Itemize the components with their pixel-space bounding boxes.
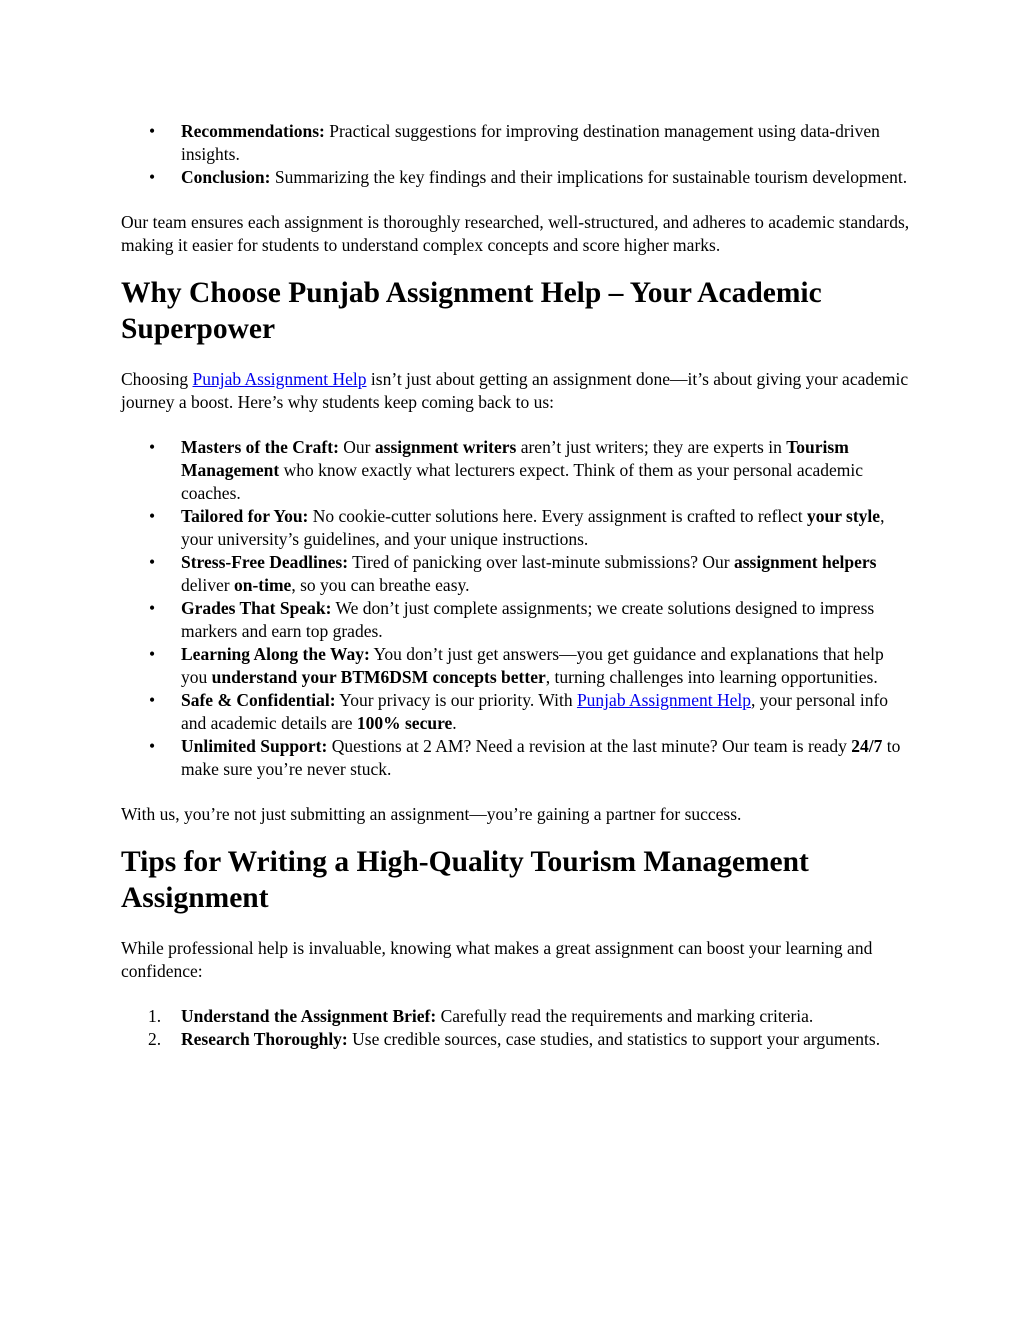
list-item <box>121 505 911 551</box>
punjab-assignment-help-link[interactable]: Punjab Assignment Help <box>192 369 367 389</box>
list-item <box>121 643 911 689</box>
list-item <box>121 1028 911 1051</box>
punjab-assignment-help-link[interactable]: Punjab Assignment Help <box>576 690 751 710</box>
list-item-text: Summarizing the key findings and their implications for sustainable tourism development. <box>270 167 908 187</box>
list-item <box>121 120 911 166</box>
list-item-text: Tired of panicking over last-minute submissions? Our <box>348 552 734 572</box>
features-list <box>121 436 911 781</box>
paragraph-team: Our team ensures each assignment is thoroughly researched, well-structured, and adheres to academic standards, making it easier for students to understand complex concepts and score higher marks. <box>121 212 910 255</box>
bold-text: assignment helpers <box>733 552 877 572</box>
bold-text: 24/7 <box>851 736 883 756</box>
bold-text: 100% secure <box>356 713 453 733</box>
list-item-text: who know exactly what lecturers expect. Think of them as your personal academic coaches. <box>181 460 863 503</box>
paragraph-partner: With us, you’re not just submitting an assignment—you’re gaining a partner for success. <box>121 804 742 824</box>
list-item <box>121 735 911 781</box>
summary-list <box>121 120 911 189</box>
list-item-text: deliver <box>181 575 234 595</box>
list-item-text: We don’t just complete assignments; we create solutions designed to impress markers and earn top grades. <box>181 598 875 641</box>
list-item-term: Stress-Free Deadlines: <box>181 552 349 572</box>
bold-text: assignment writers <box>374 437 517 457</box>
list-item-text: , turning challenges into learning opportunities. <box>545 667 878 687</box>
heading-why-choose: Why Choose Punjab Assignment Help – Your Academic Superpower <box>121 277 822 345</box>
list-item-text: , your university’s guidelines, and your unique instructions. <box>181 506 885 549</box>
list-item-text: , your personal info and academic details are <box>181 690 889 733</box>
list-item <box>121 1005 911 1028</box>
list-item-text: Use credible sources, case studies, and statistics to support your arguments. <box>347 1029 881 1049</box>
list-number: 2. <box>148 1029 162 1049</box>
list-item-text: You don’t just get answers—you get guidance and explanations that help you <box>181 644 884 687</box>
bold-text: Tourism Management <box>181 437 849 480</box>
list-number: 1. <box>148 1006 162 1026</box>
list-item-term: Understand the Assignment Brief: <box>181 1006 437 1026</box>
list-item-text: aren’t just writers; they are experts in <box>516 437 787 457</box>
list-item-text: Our <box>338 437 375 457</box>
list-item <box>121 166 911 189</box>
list-item-text: , so you can breathe easy. <box>291 575 470 595</box>
list-item-term: Recommendations: <box>181 121 325 141</box>
list-item-term: Research Thoroughly: <box>181 1029 348 1049</box>
list-item <box>121 689 911 735</box>
document-content <box>121 120 911 1051</box>
list-item-text: Carefully read the requirements and marking criteria. <box>436 1006 814 1026</box>
tips-list <box>121 1005 911 1051</box>
list-item-text: No cookie-cutter solutions here. Every assignment is crafted to reflect <box>308 506 807 526</box>
list-item-text: Your privacy is our priority. With <box>335 690 577 710</box>
list-item-term: Tailored for You: <box>181 506 309 526</box>
bold-text: on-time <box>233 575 292 595</box>
paragraph-text: Choosing <box>121 369 193 389</box>
list-item-text: . <box>452 713 457 733</box>
list-item-text: to make sure you’re never stuck. <box>181 736 901 779</box>
heading-tips: Tips for Writing a High-Quality Tourism Management Assignment <box>121 846 809 914</box>
list-item-term: Grades That Speak: <box>181 598 332 618</box>
bold-text: your style <box>806 506 881 526</box>
list-item <box>121 436 911 505</box>
paragraph-text: isn’t just about getting an assignment done—it’s about giving your academic journey a boost. Here’s why students keep coming back to us: <box>121 369 909 412</box>
list-item <box>121 551 911 597</box>
list-item-term: Masters of the Craft: <box>181 437 339 457</box>
list-item-term: Unlimited Support: <box>181 736 328 756</box>
list-item-term: Conclusion: <box>181 167 271 187</box>
list-item-text: Questions at 2 AM? Need a revision at the last minute? Our team is ready <box>327 736 852 756</box>
list-item <box>121 597 911 643</box>
list-item-term: Learning Along the Way: <box>181 644 370 664</box>
paragraph-choosing <box>121 368 911 414</box>
list-item-term: Safe & Confidential: <box>181 690 336 710</box>
paragraph-tips-intro: While professional help is invaluable, knowing what makes a great assignment can boost your learning and confidence: <box>121 938 873 981</box>
bold-text: understand your BTM6DSM concepts better <box>211 667 546 687</box>
list-item-text: Practical suggestions for improving destination management using data-driven insights. <box>181 121 880 164</box>
